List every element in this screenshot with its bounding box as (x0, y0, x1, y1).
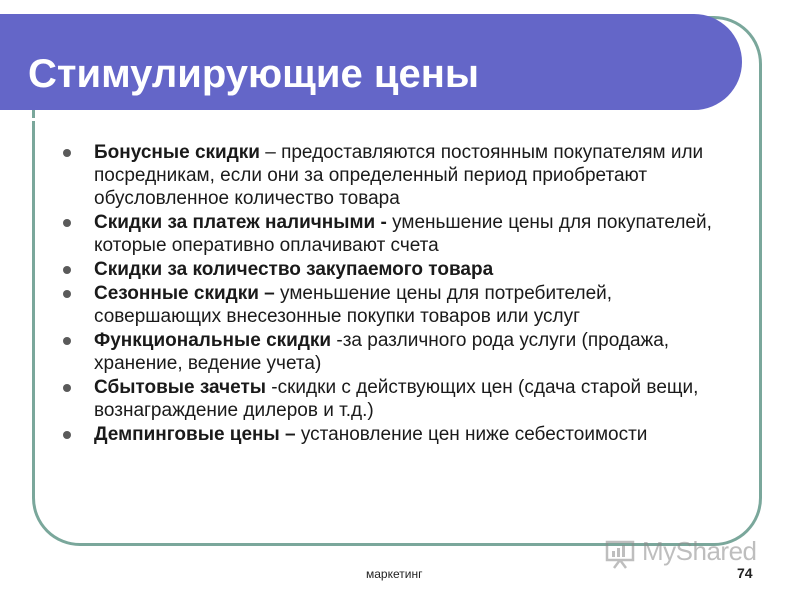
bullet-item-quantity-discounts (60, 258, 720, 281)
bullet-term: Скидки за платеж наличными - (94, 212, 387, 233)
presentation-board-icon (604, 538, 636, 570)
bullet-item-trade-in-allowances (60, 376, 720, 422)
bullet-icon (63, 219, 71, 227)
bullet-list (60, 141, 720, 447)
bullet-item-seasonal-discounts (60, 282, 720, 328)
slide-title: Стимулирующие цены (28, 52, 480, 96)
bullet-icon (63, 431, 71, 439)
bullet-item-bonus-discounts (60, 141, 720, 210)
bullet-text: -скидки с действующих цен (сдача старой вещи, вознаграждение дилеров и т.д.) (94, 377, 699, 421)
bullet-term: Сбытовые зачеты (94, 377, 267, 398)
footer-label: маркетинг (366, 567, 423, 581)
bullet-text: уменьшение цены для потребителей, совершающих внесезонные покупки товаров или услуг (94, 283, 613, 327)
bullet-text: – предоставляются постоянным покупателям или посредникам, если они за определенный период приобретают обусловленное количество товара (94, 142, 704, 209)
bullet-icon (63, 149, 71, 157)
title-underline (0, 118, 706, 121)
bullet-term: Скидки за количество закупаемого товара (94, 259, 494, 280)
bullet-icon (63, 337, 71, 345)
bullet-text: установление цен ниже себестоимости (295, 424, 648, 445)
bullet-term: Бонусные скидки (94, 142, 260, 163)
bullet-term: Демпинговые цены – (94, 424, 296, 445)
bullet-term: Сезонные скидки – (94, 283, 275, 304)
bullet-icon (63, 384, 71, 392)
page-number: 74 (737, 565, 753, 581)
bullet-text: -за различного рода услуги (продажа, хранение, ведение учета) (94, 330, 670, 374)
watermark-text: MyShared (642, 536, 757, 566)
bullet-icon (63, 266, 71, 274)
bullet-item-cash-discounts (60, 211, 720, 257)
bullet-icon (63, 290, 71, 298)
bullet-term: Функциональные скидки (94, 330, 332, 351)
bullet-text: уменьшение цены для покупателей, которые оперативно оплачивают счета (94, 212, 712, 256)
bullet-item-dumping-prices (60, 423, 720, 446)
title-band (0, 14, 742, 110)
bullet-item-functional-discounts (60, 329, 720, 375)
